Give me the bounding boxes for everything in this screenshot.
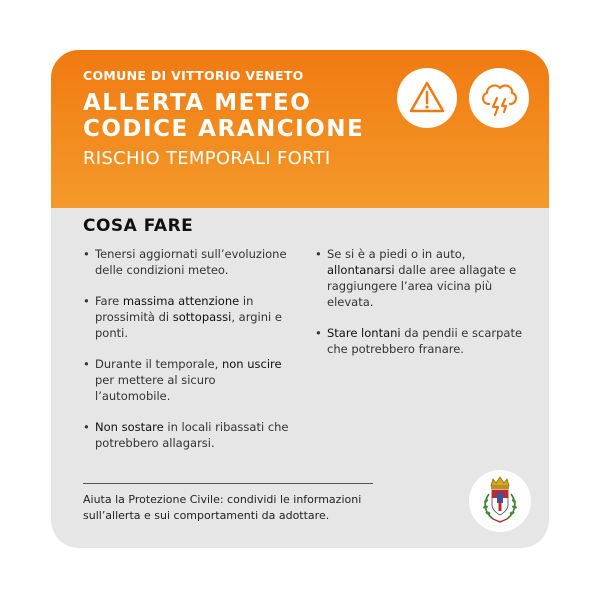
instruction-item bbox=[83, 356, 293, 404]
instruction-item bbox=[83, 419, 293, 451]
instruction-text: per mettere al sicuro l’automobile. bbox=[95, 373, 216, 403]
instruction-item bbox=[83, 293, 293, 341]
instructions-left-list bbox=[83, 246, 293, 466]
warning-triangle-icon bbox=[397, 68, 457, 128]
footer-divider bbox=[83, 483, 373, 484]
instruction-item bbox=[315, 325, 525, 357]
instruction-text: Fare bbox=[95, 294, 123, 308]
storm-cloud-icon bbox=[469, 68, 529, 128]
section-title: COSA FARE bbox=[83, 216, 194, 236]
instruction-text: da pendii e scarpate che potrebbero franare. bbox=[327, 326, 523, 356]
instruction-item bbox=[315, 246, 525, 310]
alert-title bbox=[83, 90, 364, 142]
municipal-crest-icon bbox=[469, 470, 531, 532]
instructions-right-list bbox=[315, 246, 525, 372]
instruction-item bbox=[83, 246, 293, 278]
instruction-emphasis: Stare lontani bbox=[327, 326, 401, 340]
footer-message: Aiuta la Protezione Civile: condividi le informazioni sull’allerta e sui comportamenti da adottare. bbox=[83, 493, 362, 522]
instruction-emphasis: sottopassi bbox=[172, 310, 232, 324]
alert-title-line2: CODICE ARANCIONE bbox=[83, 116, 365, 142]
instruction-text: Tenersi aggiornati sull’evoluzione delle condizioni meteo. bbox=[95, 247, 287, 277]
alert-card bbox=[51, 50, 549, 548]
instruction-text: Se si è a piedi o in auto, bbox=[327, 247, 466, 261]
alert-header bbox=[51, 50, 549, 208]
instruction-text: in prossimità di bbox=[95, 294, 254, 324]
alert-subtitle: RISCHIO TEMPORALI FORTI bbox=[83, 148, 331, 169]
municipality-name: COMUNE DI VITTORIO VENETO bbox=[83, 68, 304, 83]
instruction-emphasis: non uscire bbox=[221, 357, 282, 371]
instruction-emphasis: allontanarsi bbox=[327, 263, 395, 277]
instruction-text: in locali ribassati che potrebbero allagarsi. bbox=[95, 420, 289, 450]
instruction-emphasis: Non sostare bbox=[95, 420, 164, 434]
alert-title-line1: ALLERTA METEO bbox=[83, 90, 312, 116]
instruction-text: Durante il temporale, bbox=[95, 357, 222, 371]
instruction-text: , argini e ponti. bbox=[95, 310, 282, 340]
instruction-emphasis: massima attenzione bbox=[122, 294, 240, 308]
instruction-text: dalle aree allagate e raggiungere l’area vicina più elevata. bbox=[327, 263, 517, 309]
